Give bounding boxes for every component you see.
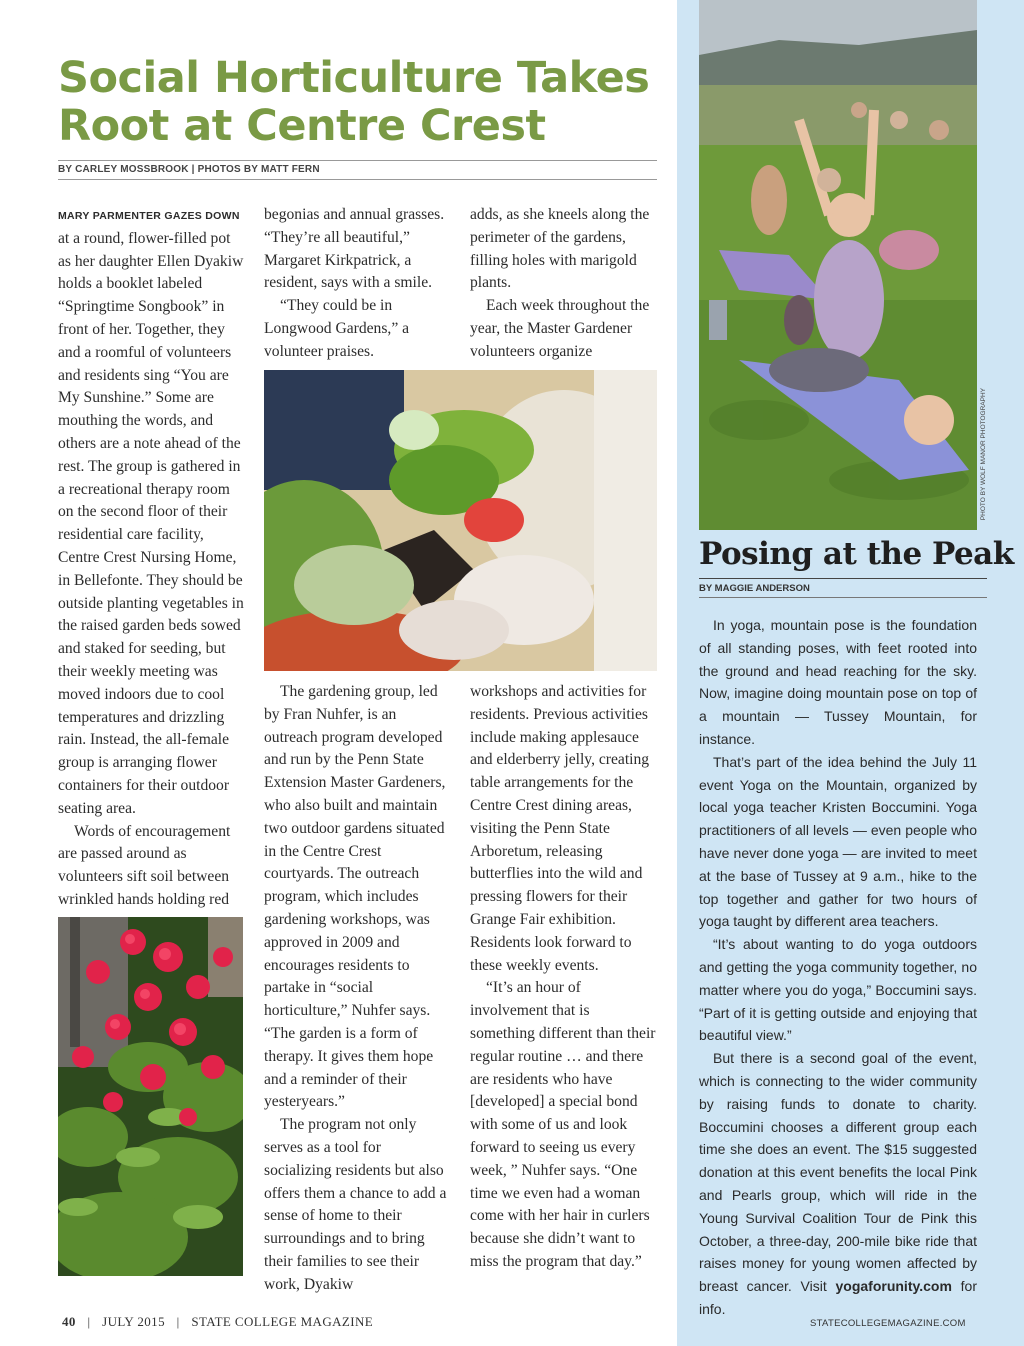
- magazine-name: STATE COLLEGE MAGAZINE: [191, 1314, 374, 1329]
- sidebar-title-rule: [699, 578, 987, 579]
- col1-paragraph-2: Words of encouragement are passed around as volunteers sift soil between wrinkled hands holding red: [58, 822, 231, 908]
- article-column-2-top: [264, 204, 450, 364]
- sidebar-p4-text: But there is a second goal of the event, which is connecting to the wider community by raising funds to donate to charity. Boccumini chooses a different group each time she does an event. The $15 suggested donation at this event benefits the local Pink and Pearls group, which will ride in the Young Survival Coalition Tour de Pink this October, a three-day, 200-mile bike ride that raises money for young women affected by breast cancer. Visit: [699, 1050, 977, 1295]
- lead-in-caps: MARY PARMENTER GAZES DOWN: [58, 210, 240, 222]
- sidebar-paragraph-3: “It’s about wanting to do yoga outdoors and getting the yoga community together, no matter where you do yoga,” Boccumini says. “Part of it is getting outside and enjoying that beautiful view.”: [699, 936, 977, 1044]
- sidebar-title: Posing at the Peak: [699, 536, 1014, 572]
- sidebar-byline: BY MAGGIE ANDERSON: [699, 583, 810, 594]
- sidebar-paragraph-1: In yoga, mountain pose is the foundation of all standing poses, with feet rooted into the ground and head reaching for the sky. Now, imagine doing mountain pose on top of a mountain — Tussey Mountain, for instance.: [699, 617, 977, 747]
- roses-photo: [58, 917, 243, 1276]
- yoga-mountain-photo: [699, 0, 977, 530]
- col1-paragraph-1: at a round, flower-filled pot as her daughter Ellen Dyakiw holds a booklet labeled “Springtime Songbook” in front of her. Together, they and a roomful of volunteers and residents sing “You are My Sunshine.” Some are mouthing the words, and others are a note ahead of the rest. The group is gathered in a recreational therapy room on the second floor of their residential care facility, Centre Crest Nursing Home, in Bellefonte. They should be outside planting vegetables in the raised garden beds sowed and staked for seeding, but their weekly meeting was moved indoors due to cool temperatures and drizzling rain. Instead, the all-female group is arranging flower containers for their outdoor seating area.: [58, 229, 244, 817]
- article-title: [58, 54, 658, 150]
- col3-bottom-paragraph-1: workshops and activities for residents. Previous activities include making applesauce and elderberry jelly, creating table arrangements for the Centre Crest dining areas, visiting the Penn State Arboretum, releasing butterflies into the wild and pressing flowers for their Grange Fair exhibition. Residents look forward to these weekly events.: [470, 683, 650, 974]
- sidebar-byline-rule: [699, 597, 987, 598]
- title-rule: [58, 160, 657, 161]
- issue-date: JULY 2015: [102, 1314, 165, 1329]
- footer-website: STATECOLLEGEMAGAZINE.COM: [810, 1318, 966, 1329]
- photo-credit-text: PHOTO BY WOLF MANOR PHOTOGRAPHY: [980, 388, 987, 521]
- byline-rule: [58, 179, 657, 180]
- col3-bottom-paragraph-2: “It’s an hour of involvement that is something different than their regular routine … and there are residents who have [developed] a special bond with some of us and look forward to seeing us every week, ” Nuhfer says. “One time we even had a woman come with her hair in curlers because she didn’t want to miss the program that day.”: [470, 979, 656, 1270]
- page-number: 40: [62, 1314, 76, 1329]
- sidebar-paragraph-2: That’s part of the idea behind the July 11 event Yoga on the Mountain, organized by local yoga teacher Kristen Boccumini. Yoga practitioners of all levels — even people who have never done yoga — are invited to meet at the base of Tussey at 9 a.m., hike to the top together and gather for two hours of yoga taught by different area teachers.: [699, 753, 977, 930]
- article-column-3-bottom: [470, 681, 656, 1274]
- title-line-1: Social Horticulture Takes: [58, 53, 650, 103]
- article-column-1: [58, 204, 244, 912]
- col2-bottom-paragraph-1: The gardening group, led by Fran Nuhfer, is an outreach program developed and run by the Penn State Extension Master Gardeners, who also built and maintain two outdoor gardens situated in the Centre Crest courtyards. The outreach program, which includes gardening workshops, was approved in 2009 and encourages residents to partake in “social horticulture,” Nuhfer says. “The garden is a form of therapy. It gives them hope and a reminder of their yesteryears.”: [264, 683, 446, 1111]
- sidebar-p4-end: for info.: [699, 1278, 977, 1317]
- col2-top-paragraph-2: “They could be in Longwood Gardens,” a volunteer praises.: [264, 297, 410, 360]
- col2-bottom-paragraph-2: The program not only serves as a tool for socializing residents but also offers them a chance to add a sense of home to their surroundings and to bring their families to see their work, Dyakiw: [264, 1116, 447, 1293]
- article-column-2-bottom: [264, 681, 450, 1297]
- footer-folio: 40 | JULY 2015 | STATE COLLEGE MAGAZINE: [62, 1314, 374, 1329]
- article-column-3-top: [470, 204, 656, 364]
- title-line-2: Root at Centre Crest: [58, 101, 546, 151]
- gardening-hands-photo: [264, 370, 657, 671]
- col3-top-paragraph-1: adds, as she kneels along the perimeter of the gardens, filling holes with marigold plants.: [470, 206, 650, 292]
- article-byline: BY CARLEY MOSSBROOK | PHOTOS BY MATT FERN: [58, 164, 320, 175]
- sidebar-body: [699, 614, 977, 1321]
- photo-credit: [980, 388, 992, 530]
- col3-top-paragraph-2: Each week throughout the year, the Master Gardener volunteers organize: [470, 297, 650, 360]
- sidebar-link[interactable]: yogaforunity.com: [835, 1278, 952, 1295]
- sidebar-paragraph-4: [699, 1047, 977, 1321]
- col2-top-paragraph-1: begonias and annual grasses. “They’re all beautiful,” Margaret Kirkpatrick, a resident, says with a smile.: [264, 206, 445, 292]
